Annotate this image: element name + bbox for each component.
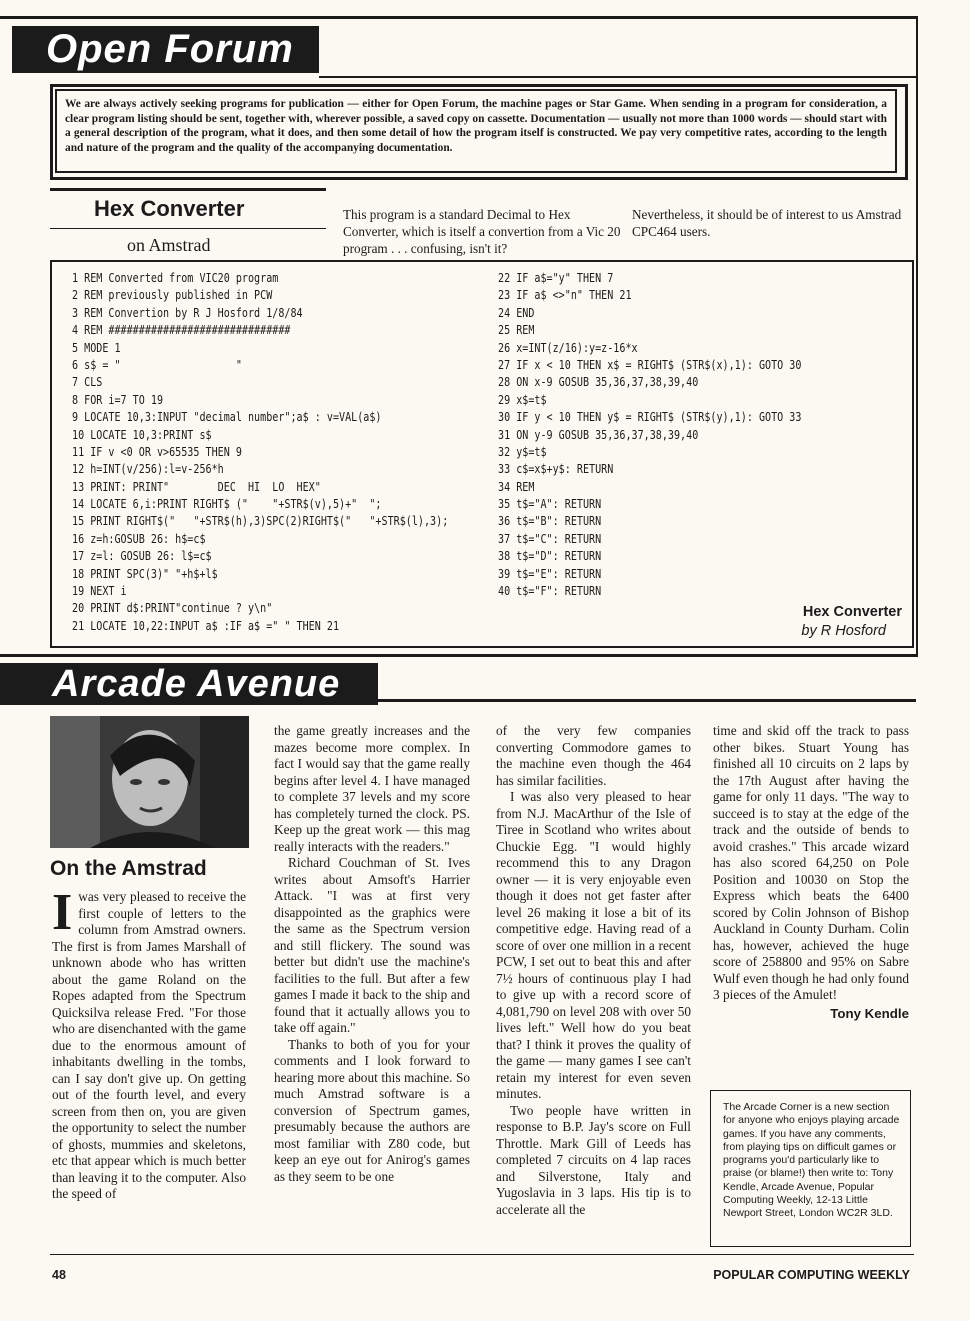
arcade-rule-bottom <box>378 699 916 702</box>
code-line: 24 END <box>498 305 535 320</box>
open-forum-title: Open Forum <box>46 27 294 71</box>
submission-notice: We are always actively seeking programs for publication — either for Open Forum, the machine pages or Star Game. When sending in a program for consideration, a clear program listing should be sent, together with, wherever possible, a saved copy on cassette. Documentation — usually not more than 1000 words — should start with a general description of the program, what it does, and then some detail of how the program itself is constructed. We pay very competitive rates, according to the length and nature of the program and the quality of the accompanying documentation. <box>55 89 897 173</box>
author-portrait-image <box>50 716 249 848</box>
code-line: 5 MODE 1 <box>72 340 121 355</box>
code-line: 6 s$ = " " <box>72 357 242 372</box>
code-line: 38 t$="D": RETURN <box>498 549 602 564</box>
code-line: 28 ON x-9 GOSUB 35,36,37,38,39,40 <box>498 375 699 390</box>
code-line: 29 x$=t$ <box>498 392 547 407</box>
code-line: 33 c$=x$+y$: RETURN <box>498 462 614 477</box>
code-line: 8 FOR i=7 TO 19 <box>72 392 164 407</box>
right-margin-rule <box>916 16 918 656</box>
code-line: 25 REM <box>498 323 535 338</box>
code-line: 13 PRINT: PRINT" DEC HI LO HEX" <box>72 479 321 494</box>
code-line: 3 REM Convertion by R J Hosford 1/8/84 <box>72 305 303 320</box>
code-line: 7 CLS <box>72 375 103 390</box>
code-line: 9 LOCATE 10,3:INPUT "decimal number";a$ : v=VAL(a$) <box>72 410 382 425</box>
column-3-paragraph: I was also very pleased to hear from N.J. MacArthur of the Isle of Tiree in Scotland who writes about Chuckie Egg. "I would highly recommend this to any Dragon owner — it is very enjoyable even though it does not get faster after level 26 making it lose a bit of its competitive edge. Having read of a score of over one million in a recent PCW, I set out to beat this and after 7½ hours of continuous play I had to give up with a record score of 4,081,790 on level 208 with over 50 lives left." Well how do you beat that? I think it proves the quality of the game — many games I see can't retain my interest for even seven minutes. <box>496 789 691 1101</box>
hex-title-rule <box>50 188 326 191</box>
page-number: 48 <box>52 1268 66 1282</box>
code-line: 11 IF v <0 OR v>65535 THEN 9 <box>72 444 242 459</box>
top-rule <box>0 16 918 19</box>
article-column-4 <box>713 723 909 1053</box>
code-line: 23 IF a$ <>"n" THEN 21 <box>498 288 632 303</box>
code-line: 16 z=h:GOSUB 26: h$=c$ <box>72 531 206 546</box>
article-column-1 <box>52 889 246 1255</box>
code-line: 14 LOCATE 6,i:PRINT RIGHT$ (" "+STR$(v),5)+" "; <box>72 497 382 512</box>
code-line: 10 LOCATE 10,3:PRINT s$ <box>72 427 212 442</box>
hex-intro-col2: Nevertheless, it should be of interest to us Amstrad CPC464 users. <box>632 207 902 239</box>
author-signoff: Tony Kendle <box>830 1005 909 1021</box>
column-3-paragraph: of the very few companies converting Commodore games to the machine even though the 464 has similar facilities. <box>496 723 691 788</box>
code-line: 19 NEXT i <box>72 584 127 599</box>
code-line: 37 t$="C": RETURN <box>498 531 602 546</box>
code-line: 40 t$="F": RETURN <box>498 584 602 599</box>
code-line: 1 REM Converted from VIC20 program <box>72 271 279 285</box>
column-3-paragraph: Two people have written in response to B.P. Jay's score on Full Throttle. Mark Gill of Leeds has completed 7 circuits on 4 lap races and Silverstone, Italy and Yugoslavia in 3 laps. His tip is to accelerate all the <box>496 1102 691 1217</box>
code-line: 34 REM <box>498 479 535 494</box>
arcade-heading: On the Amstrad <box>50 857 207 880</box>
column-2-paragraph: Thanks to both of you for your comments and I look forward to hearing more about this machine. So much Amstrad software is a conversion of Spectrum games, presumably because the authors are most familiar with Z80 code, but keep an eye out for Anirog's games as they seem to be one <box>274 1036 470 1184</box>
code-line: 12 h=INT(v/256):l=v-256*h <box>72 462 224 477</box>
column-2-paragraph: Richard Couchman of St. Ives writes about Amsoft's Harrier Attack. "I was at first very disappointed as the graphics were the same as the Spectrum version and still flickery. The sound was better but didn't use the machine's facilities to the full. But after a few games I made it back to the ship and found that it actually allows you to take off again." <box>274 855 470 1035</box>
author-photo <box>50 716 249 848</box>
arcade-avenue-banner <box>0 663 378 705</box>
footer-rule <box>50 1254 914 1255</box>
code-line: 18 PRINT SPC(3)" "+h$+l$ <box>72 566 218 581</box>
code-line: 39 t$="E": RETURN <box>498 566 602 581</box>
code-line: 36 t$="B": RETURN <box>498 514 602 529</box>
listing-right-column <box>498 270 908 600</box>
banner-rule <box>319 76 916 78</box>
code-line: 4 REM ############################## <box>72 323 291 338</box>
magazine-name: POPULAR COMPUTING WEEKLY <box>713 1268 910 1282</box>
code-line: 17 z=l: GOSUB 26: l$=c$ <box>72 549 212 564</box>
listing-left-column <box>72 270 502 635</box>
code-line: 27 IF x < 10 THEN x$ = RIGHT$ (STR$(x),1): GOTO 30 <box>498 357 802 372</box>
arcade-corner-box: The Arcade Corner is a new section for anyone who enjoys playing arcade games. If you have any comments, from playing tips on difficult games or programs you'd particularly like to praise (or blame!) then write to: Tony Kendle, Arcade Avenue, Popular Computing Weekly, 12-13 Little Newport Street, London WC2R 3LD. <box>710 1090 911 1247</box>
open-forum-banner <box>12 26 319 73</box>
code-line: 26 x=INT(z/16):y=z-16*x <box>498 340 638 355</box>
code-line: 32 y$=t$ <box>498 444 547 459</box>
code-line: 15 PRINT RIGHT$(" "+STR$(h),3)SPC(2)RIGHT$(" "+STR$(l),3); <box>72 514 449 529</box>
code-line: 22 IF a$="y" THEN 7 <box>498 271 614 285</box>
program-listing <box>50 260 914 648</box>
arcade-rule-top <box>0 654 918 657</box>
code-line: 35 t$="A": RETURN <box>498 497 602 512</box>
article-column-2 <box>274 723 470 1255</box>
code-line: 21 LOCATE 10,22:INPUT a$ :IF a$ =" " THEN 21 <box>72 618 340 633</box>
code-line: 2 REM previously published in PCW <box>72 288 273 303</box>
arcade-avenue-title: Arcade Avenue <box>52 663 341 705</box>
hex-converter-title: Hex Converter <box>94 196 245 221</box>
column-4-paragraph: time and skid off the track to pass other bikes. Stuart Young has finished all 10 circuits on 2 laps by the 17th August after having the game for only 11 days. "The way to succeed is to stay at the edge of the track and the outside of bends to avoid crashes." This arcade wizard has also scored 64,250 on Pole Position and 10030 on Stop the Express which beats the 6400 scored by Colin Johnson of Bishop Auckland in County Durham. Colin has, however, achieved the huge score of 258800 and 95% on Sabre Wulf even though he had only found 3 pieces of the Amulet! <box>713 723 909 1002</box>
code-line: 31 ON y-9 GOSUB 35,36,37,38,39,40 <box>498 427 699 442</box>
hex-converter-subtitle: on Amstrad <box>127 235 211 255</box>
column-1-text: was very pleased to receive the first couple of letters to the column from Amstrad owners. The first is from James Marshall of unknown abode who has written about the game Roland on the Ropes adapted from the Spectrum Quicksilva release Fred. "For those who are disenchanted with the game due to the enormous amount of inhabitants dwelling in the tombs, can I say don't give up. On getting out of the fourth level, and every screen from then on, you are given the opportunity to select the number of ghosts, mummies and skeletons, etc that appear which is much better than leaving it to the computer. Also the speed of <box>52 889 246 1201</box>
column-2-paragraph: the game greatly increases and the mazes become more complex. In fact I would say that the game really begins after level 4. I have managed to complete 37 levels and my score has completely turned the clock. PS. Keep up the great work — this mag really interacts with the readers." <box>274 723 470 854</box>
hex-intro-col1: This program is a standard Decimal to Hex Converter, which is itself a convertion from a Vic 20 program . . . confusing, isn't it? <box>343 207 621 256</box>
listing-credit-title: Hex Converter <box>802 604 902 620</box>
code-line: 30 IF y < 10 THEN y$ = RIGHT$ (STR$(y),1): GOTO 33 <box>498 410 802 425</box>
code-line: 20 PRINT d$:PRINT"continue ? y\n" <box>72 601 273 616</box>
article-column-3 <box>496 723 691 1255</box>
hex-subtitle-rule <box>50 228 326 229</box>
listing-credit-author: by R Hosford <box>801 623 886 639</box>
drop-cap: I <box>52 889 73 941</box>
